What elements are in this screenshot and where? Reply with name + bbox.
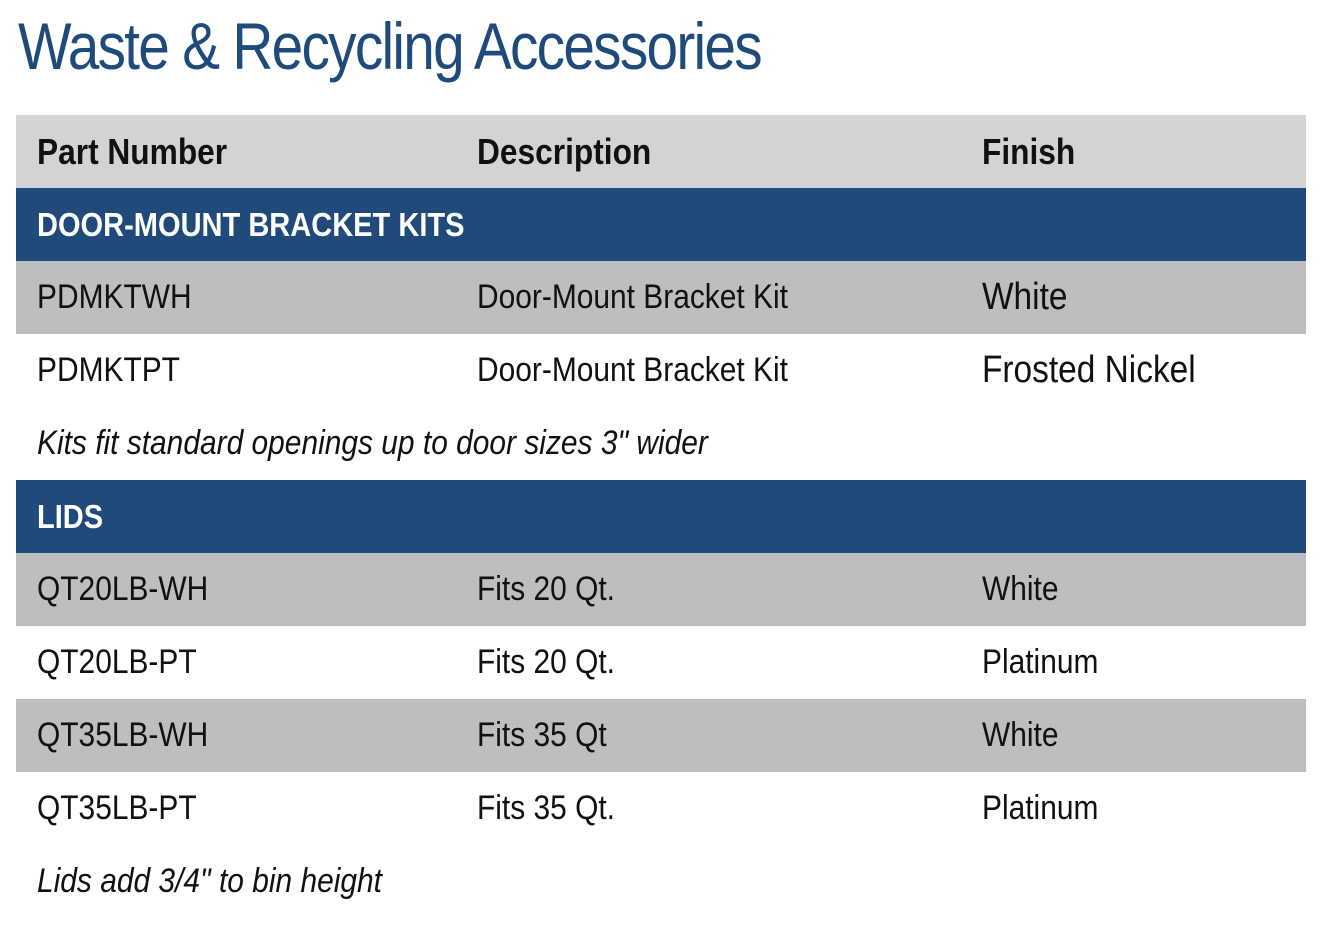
part-number-cell: QT20LB-WH: [37, 570, 209, 608]
finish-cell: White: [982, 570, 1059, 608]
finish-cell: White: [982, 716, 1059, 754]
part-number-cell: QT35LB-WH: [37, 716, 209, 754]
description-cell: Fits 20 Qt.: [477, 570, 616, 608]
section-header-lids: [16, 480, 1306, 553]
section-title: DOOR-MOUNT BRACKET KITS: [37, 206, 465, 243]
section-note: [16, 845, 1306, 918]
section-header-bracket-kits: [16, 188, 1306, 261]
page-title: Waste & Recycling Accessories: [18, 9, 761, 83]
finish-cell: White: [982, 276, 1068, 318]
description-cell: Door-Mount Bracket Kit: [477, 351, 788, 389]
header-description: Description: [477, 131, 652, 172]
table-row: [16, 772, 1306, 845]
note-text: Kits fit standard openings up to door sizes 3" wider: [37, 424, 708, 462]
header-part-number: Part Number: [37, 131, 228, 172]
table-row: [16, 334, 1306, 407]
finish-cell: Frosted Nickel: [982, 349, 1196, 391]
accessories-table: [16, 115, 1306, 918]
table-row: [16, 626, 1306, 699]
part-number-cell: PDMKTWH: [37, 278, 192, 316]
part-number-cell: QT20LB-PT: [37, 643, 197, 681]
section-note: [16, 407, 1306, 480]
table-header-row: [16, 115, 1306, 188]
finish-cell: Platinum: [982, 789, 1099, 827]
description-cell: Fits 35 Qt.: [477, 789, 616, 827]
finish-cell: Platinum: [982, 643, 1099, 681]
table-row: [16, 261, 1306, 334]
part-number-cell: QT35LB-PT: [37, 789, 197, 827]
table-row: [16, 553, 1306, 626]
description-cell: Door-Mount Bracket Kit: [477, 278, 788, 316]
description-cell: Fits 35 Qt: [477, 716, 607, 754]
note-text: Lids add 3/4" to bin height: [37, 862, 382, 900]
header-finish: Finish: [982, 131, 1076, 172]
part-number-cell: PDMKTPT: [37, 351, 180, 389]
table-row: [16, 699, 1306, 772]
description-cell: Fits 20 Qt.: [477, 643, 616, 681]
section-title: LIDS: [37, 498, 104, 535]
